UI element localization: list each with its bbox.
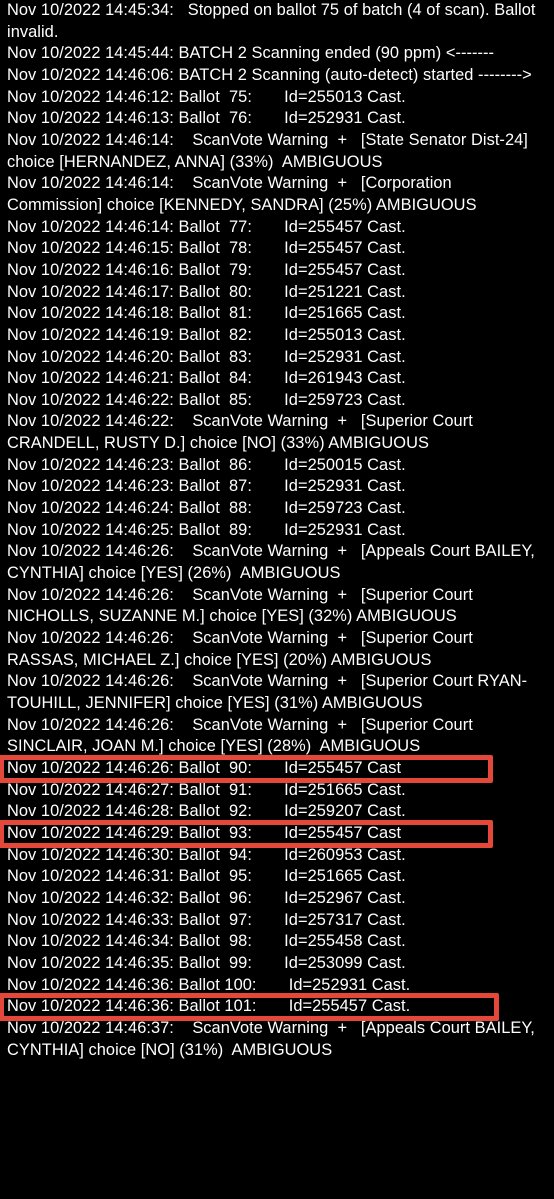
log-line: Nov 10/2022 14:46:30: Ballot 94: Id=260953 Cast. [7,845,406,864]
log-line: Nov 10/2022 14:46:23: Ballot 87: Id=252931 Cast. [7,477,406,496]
log-line: Nov 10/2022 14:46:06: BATCH 2 Scanning (auto-detect) started --------> [7,65,532,84]
log-line: Nov 10/2022 14:46:16: Ballot 79: Id=255457 Cast. [7,260,406,279]
log-line: Nov 10/2022 14:46:19: Ballot 82: Id=255013 Cast. [7,325,406,344]
log-line: Nov 10/2022 14:46:14: Ballot 77: Id=255457 Cast. [7,217,406,236]
log-line: Nov 10/2022 14:46:31: Ballot 95: Id=251665 Cast. [7,867,406,886]
scan-log [7,0,547,1061]
highlighted-log-line-ballot-101: Nov 10/2022 14:46:36: Ballot 101: Id=255457 Cast. [7,996,547,1018]
log-line: Nov 10/2022 14:46:36: Ballot 100: Id=252931 Cast. [7,975,411,994]
log-line: Nov 10/2022 14:46:13: Ballot 76: Id=252931 Cast. [7,109,406,128]
log-line: Nov 10/2022 14:46:26: ScanVote Warning + [Superior Court SINCLAIR, JOAN M.] choice [YES] (28%) AMBIGUOUS [7,715,478,756]
log-line: Nov 10/2022 14:46:26: ScanVote Warning + [Superior Court NICHOLLS, SUZANNE M.] choice [YES] (32%) AMBIGUOUS [7,585,478,626]
log-line: Nov 10/2022 14:46:22: Ballot 85: Id=259723 Cast. [7,390,406,409]
log-line: Nov 10/2022 14:46:27: Ballot 91: Id=251665 Cast. [7,780,406,799]
log-line: Nov 10/2022 14:46:32: Ballot 96: Id=252967 Cast. [7,888,406,907]
log-line: Nov 10/2022 14:46:14: ScanVote Warning + [State Senator Dist-24] choice [HERNANDEZ, ANNA] (33%) AMBIGUOUS [7,130,533,171]
log-line: Nov 10/2022 14:46:15: Ballot 78: Id=255457 Cast. [7,239,406,258]
log-line: Nov 10/2022 14:46:24: Ballot 88: Id=259723 Cast. [7,499,406,518]
log-line: Nov 10/2022 14:46:23: Ballot 86: Id=250015 Cast. [7,455,406,474]
log-line: Nov 10/2022 14:46:20: Ballot 83: Id=252931 Cast. [7,347,406,366]
log-line: Nov 10/2022 14:46:21: Ballot 84: Id=261943 Cast. [7,369,406,388]
log-line: Nov 10/2022 14:46:26: ScanVote Warning + [Superior Court RASSAS, MICHAEL Z.] choice [YES] (20%) AMBIGUOUS [7,629,478,669]
log-line: Nov 10/2022 14:45:44: BATCH 2 Scanning ended (90 ppm) <------- [7,44,495,63]
log-line: Nov 10/2022 14:46:25: Ballot 89: Id=252931 Cast. [7,520,406,539]
log-line: Nov 10/2022 14:46:14: ScanVote Warning + [Corporation Commission] choice [KENNEDY, SANDRA] (25%) AMBIGUOUS [7,174,477,214]
log-line: Nov 10/2022 14:46:26: ScanVote Warning + [Appeals Court BAILEY, CYNTHIA] choice [YES] (26%) AMBIGUOUS [7,542,540,583]
log-line: Nov 10/2022 14:46:28: Ballot 92: Id=259207 Cast. [7,802,406,821]
log-line: Nov 10/2022 14:46:34: Ballot 98: Id=255458 Cast. [7,932,406,951]
log-line: Nov 10/2022 14:46:35: Ballot 99: Id=253099 Cast. [7,953,406,972]
log-line: Nov 10/2022 14:46:12: Ballot 75: Id=255013 Cast. [7,87,406,106]
log-line: Nov 10/2022 14:46:22: ScanVote Warning + [Superior Court CRANDELL, RUSTY D.] choice [NO] (33%) AMBIGUOUS [7,412,478,453]
log-line: Nov 10/2022 14:46:18: Ballot 81: Id=251665 Cast. [7,304,406,323]
log-line: Nov 10/2022 14:45:34: Stopped on ballot 75 of batch (4 of scan). Ballot invalid. [7,1,541,41]
log-line: Nov 10/2022 14:46:26: ScanVote Warning + [Superior Court RYAN-TOUHILL, JENNIFER] choice [YES] (31%) AMBIGUOUS [7,672,528,712]
highlighted-log-line-ballot-93: Nov 10/2022 14:46:29: Ballot 93: Id=255457 Cast [7,823,547,845]
highlighted-log-line-ballot-90: Nov 10/2022 14:46:26: Ballot 90: Id=255457 Cast [7,758,547,780]
log-line: Nov 10/2022 14:46:37: ScanVote Warning + [Appeals Court BAILEY, CYNTHIA] choice [NO] (31%) AMBIGUOUS [7,1018,540,1059]
log-line: Nov 10/2022 14:46:33: Ballot 97: Id=257317 Cast. [7,910,406,929]
log-line: Nov 10/2022 14:46:17: Ballot 80: Id=251221 Cast. [7,282,406,301]
